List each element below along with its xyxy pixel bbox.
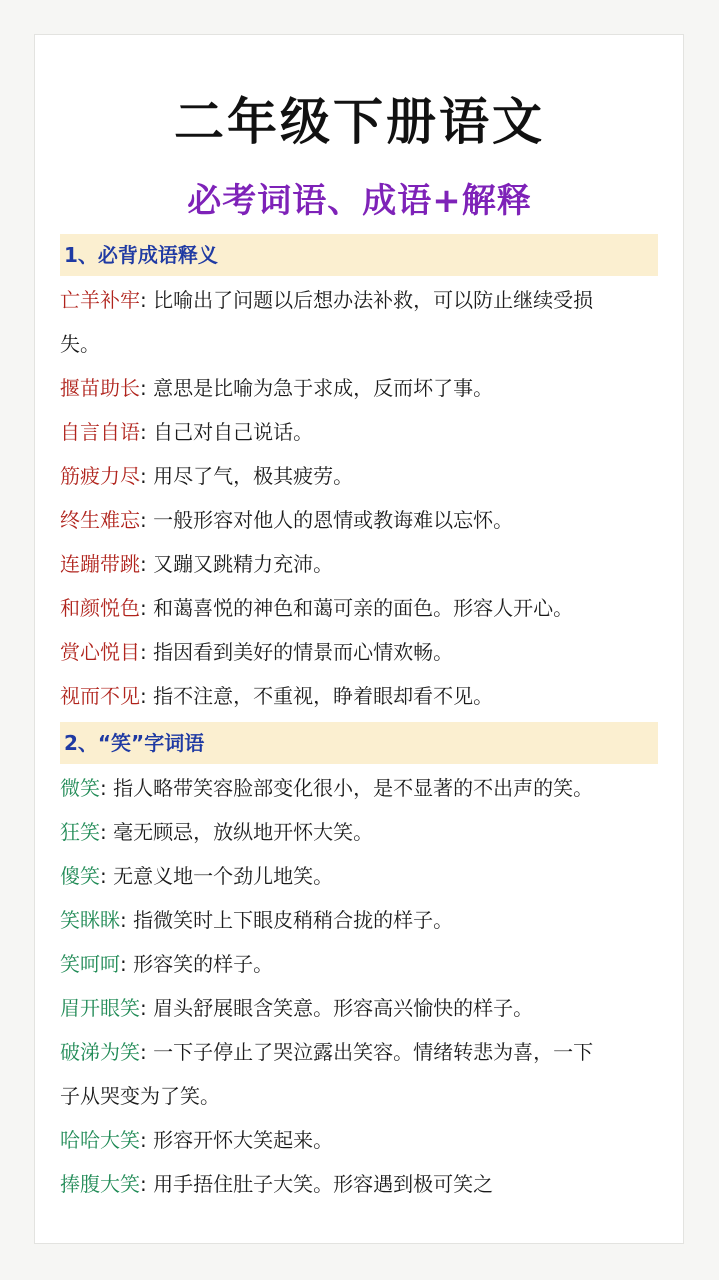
entry-term: 连蹦带跳 <box>60 552 140 576</box>
entry-definition: 自己对自己说话。 <box>153 420 314 444</box>
entry-separator: : <box>140 1172 154 1196</box>
entry-definition: 毫无顾忌，放纵地开怀大笑。 <box>113 820 374 844</box>
list-item <box>60 986 662 1030</box>
entry-term: 捧腹大笑 <box>60 1172 140 1196</box>
entry-definition: 用手捂住肚子大笑。形容遇到极可笑之 <box>153 1172 494 1196</box>
entry-term: 视而不见 <box>60 684 140 708</box>
list-item <box>60 942 662 986</box>
entry-definition: 指微笑时上下眼皮稍稍合拢的样子。 <box>133 908 454 932</box>
page-title: 二年级下册语文 <box>174 93 545 151</box>
entry-separator: : <box>140 288 154 312</box>
section-heading-laugh-words: 2、“笑”字词语 <box>60 722 658 764</box>
entry-term: 筋疲力尽 <box>60 464 140 488</box>
entry-separator: : <box>140 376 154 400</box>
entry-term: 自言自语 <box>60 420 140 444</box>
entry-separator: : <box>100 864 114 888</box>
entry-term: 狂笑 <box>60 820 100 844</box>
list-item <box>60 1162 662 1206</box>
entry-definition-cont: 子从哭变为了笑。 <box>60 1084 220 1108</box>
entry-separator: : <box>120 952 134 976</box>
entry-definition: 又蹦又跳精力充沛。 <box>153 552 334 576</box>
entry-definition: 指不注意，不重视，睁着眼却看不见。 <box>153 684 494 708</box>
list-item <box>60 498 662 542</box>
entry-term: 哈哈大笑 <box>60 1128 140 1152</box>
entry-separator: : <box>140 596 154 620</box>
entry-separator: : <box>140 508 154 532</box>
entry-term: 亡羊补牢 <box>60 288 140 312</box>
entry-definition: 指人略带笑容脸部变化很小，是不显著的不出声的笑。 <box>113 776 594 800</box>
entry-separator: : <box>140 1040 154 1064</box>
entry-term: 眉开眼笑 <box>60 996 140 1020</box>
list-item <box>60 1030 662 1118</box>
list-item <box>60 766 662 810</box>
list-item <box>60 410 662 454</box>
entry-separator: : <box>120 908 134 932</box>
list-item <box>60 854 662 898</box>
entry-definition: 用尽了气，极其疲劳。 <box>153 464 354 488</box>
entry-separator: : <box>140 640 154 664</box>
list-item <box>60 674 662 718</box>
entry-term: 笑眯眯 <box>60 908 120 932</box>
list-item <box>60 278 662 366</box>
list-item <box>60 1118 662 1162</box>
entry-definition: 形容开怀大笑起来。 <box>153 1128 334 1152</box>
entry-term: 笑呵呵 <box>60 952 120 976</box>
entry-term: 终生难忘 <box>60 508 140 532</box>
entry-definition: 和蔼喜悦的神色和蔼可亲的面色。形容人开心。 <box>153 596 574 620</box>
section-heading-idioms: 1、必背成语释义 <box>60 234 658 276</box>
list-item <box>60 586 662 630</box>
entry-separator: : <box>140 1128 154 1152</box>
entry-definition: 意思是比喻为急于求成，反而坏了事。 <box>153 376 494 400</box>
list-item <box>60 898 662 942</box>
entry-separator: : <box>140 464 154 488</box>
entry-term: 破涕为笑 <box>60 1040 140 1064</box>
entry-term: 和颜悦色 <box>60 596 140 620</box>
entry-definition: 一般形容对他人的恩情或教诲难以忘怀。 <box>153 508 514 532</box>
entry-term: 赏心悦目 <box>60 640 140 664</box>
entry-separator: : <box>100 820 114 844</box>
entry-definition: 无意义地一个劲儿地笑。 <box>113 864 334 888</box>
entry-term: 揠苗助长 <box>60 376 140 400</box>
entry-definition: 眉头舒展眼含笑意。形容高兴愉快的样子。 <box>153 996 534 1020</box>
list-item <box>60 810 662 854</box>
entry-definition: 指因看到美好的情景而心情欢畅。 <box>153 640 454 664</box>
entry-separator: : <box>140 684 154 708</box>
list-item <box>60 542 662 586</box>
entry-separator: : <box>100 776 114 800</box>
entry-separator: : <box>140 996 154 1020</box>
entry-separator: : <box>140 552 154 576</box>
page-subtitle: 必考词语、成语+解释 <box>187 181 532 221</box>
entry-separator: : <box>140 420 154 444</box>
entry-definition-cont: 失。 <box>60 332 100 356</box>
entry-term: 微笑 <box>60 776 100 800</box>
list-item <box>60 454 662 498</box>
entry-term: 傻笑 <box>60 864 100 888</box>
entry-definition: 一下子停止了哭泣露出笑容。情绪转悲为喜，一下 <box>153 1040 594 1064</box>
list-item <box>60 630 662 674</box>
entry-definition: 形容笑的样子。 <box>133 952 274 976</box>
list-item <box>60 366 662 410</box>
entry-definition: 比喻出了问题以后想办法补救，可以防止继续受损 <box>153 288 594 312</box>
